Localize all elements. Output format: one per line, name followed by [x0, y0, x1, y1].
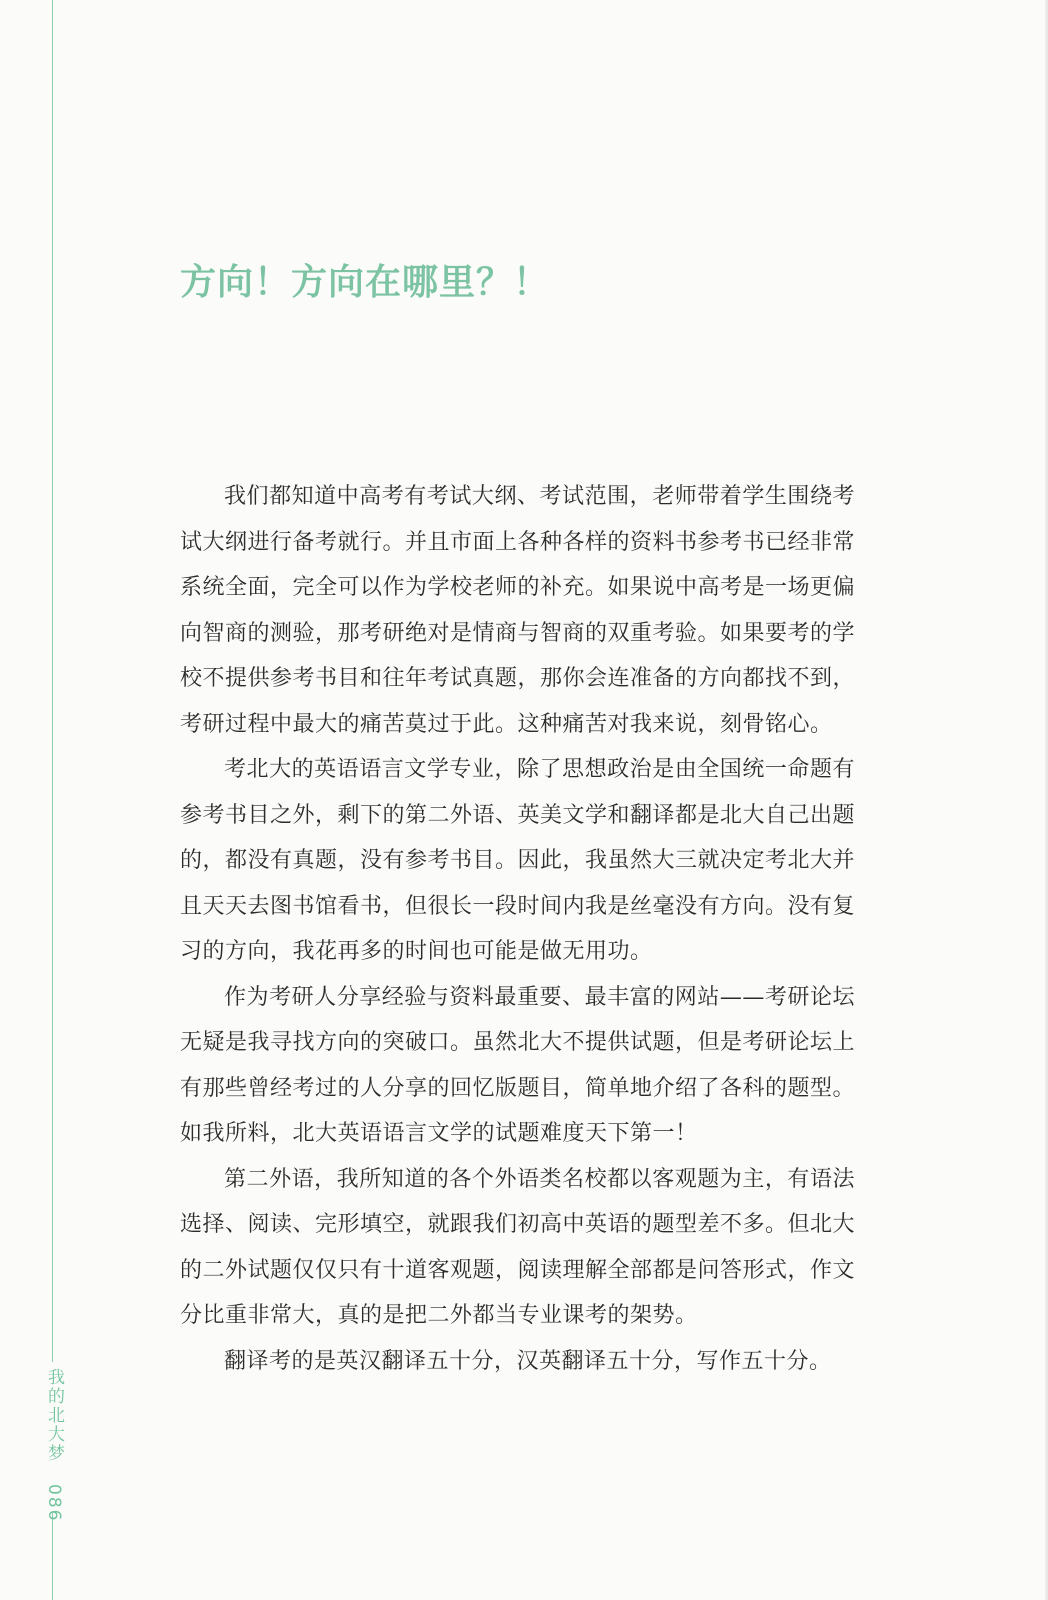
paragraph-4: 第二外语，我所知道的各个外语类名校都以客观题为主，有语法选择、阅读、完形填空，就跟我们初高中英语的题型差不多。但北大的二外试题仅仅只有十道客观题，阅读理解全部都是问答形式，作文分比重非常大，真的是把二外都当专业课考的架势。 — [180, 1166, 856, 1328]
page-number: 086 — [44, 1484, 64, 1523]
margin-rule-line — [52, 0, 53, 1362]
body-text — [180, 474, 855, 1384]
paragraph-2: 考北大的英语语言文学专业，除了思想政治是由全国统一命题有参考书目之外，剩下的第二外语、英美文学和翻译都是北大自己出题的，都没有真题，没有参考书目。因此，我虽然大三就决定考北大并且天天去图书馆看书，但很长一段时间内我是丝毫没有方向。没有复习的方向，我花再多的时间也可能是做无用功。 — [180, 757, 856, 964]
running-footer — [40, 1368, 68, 1523]
paragraph-5: 翻译考的是英汉翻译五十分，汉英翻译五十分，写作五十分。 — [224, 1348, 832, 1374]
paragraph-1: 我们都知道中高考有考试大纲、考试范围，老师带着学生围绕考试大纲进行备考就行。并且市面上各种各样的资料书参考书已经非常系统全面，完全可以作为学校老师的补充。如果说中高考是一场更偏向智商的测验，那考研绝对是情商与智商的双重考验。如果要考的学校不提供参考书目和往年考试真题，那你会连准备的方向都找不到，考研过程中最大的痛苦莫过于此。这种痛苦对我来说，刻骨铭心。 — [180, 484, 856, 737]
chapter-title: 方向！方向在哪里？！ — [180, 261, 551, 303]
margin-rule-line-lower — [52, 1512, 53, 1600]
book-title: 我的北大梦 — [44, 1368, 64, 1463]
paragraph-3: 作为考研人分享经验与资料最重要、最丰富的网站——考研论坛无疑是我寻找方向的突破口。虽然北大不提供试题，但是考研论坛上有那些曾经考过的人分享的回忆版题目，简单地介绍了各科的题型。如我所料，北大英语语言文学的试题难度天下第一！ — [180, 984, 856, 1146]
